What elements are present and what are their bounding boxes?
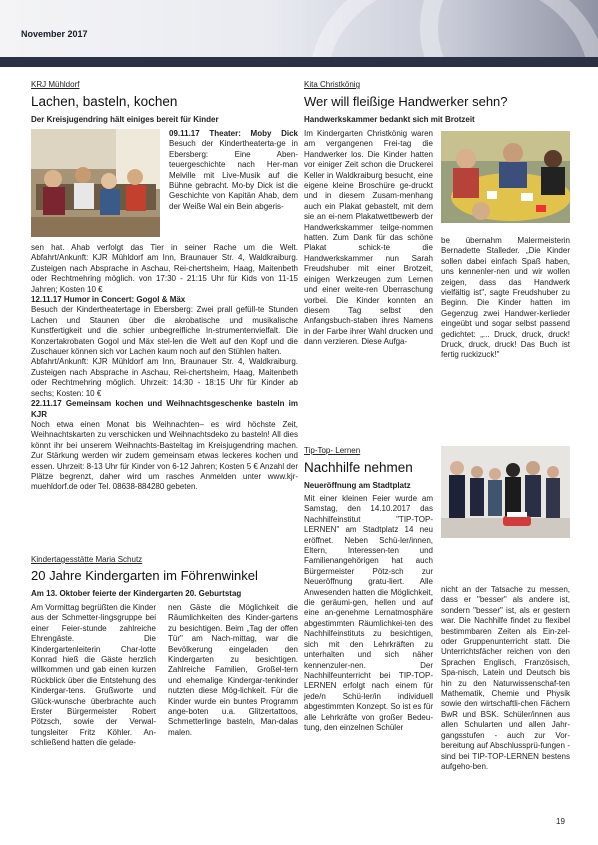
maria-schutz-col1: Am Vormittag begrüßten die Kinder aus der Schmetter-lingsgruppe bei einer Feier-stunde zahlreiche Ehrengäste. Die Kindergartenleiterin Char-lotte Konrad hieß die Gäste herzlich willkommen und gab einen kurzen Rückblick über die Entstehung des Kindergar-tens. Grußworte und Glück-wunsche überbrachte auch Erster Bürgermeister Robert Pötzsch, sowie der Verwal-tungsleiter Fritz Köhler. An-schließend hatten die gelade- <box>31 603 156 748</box>
maria-schutz-col2: nen Gäste die Möglichkeit die Räumlichkeiten des Kinder-gartens zu besichtigen. Beim „Tag der offen Tür" am Nach-mittag, war die Bevölkerung eingeladen den Kindergarten zu besichtigen. Zahlreiche Familien, Großel-tern und ehemalige Kindergar-tenkinder nutzten diese Mög-lichkeit. Für die Kinder wurde ein buntes Programm ange-boten u.a. Glitzertattoos, Schmetterlinge basteln, Man-dalas malen. <box>168 603 298 737</box>
tiptop-col1: Mit einer kleinen Feier wurde am Samstag, den 14.10.2017 das Nachhilfeinstitut "TIP-TOP-LERNEN" am Stadtplatz 14 neu eröffnet. Neben Schü-ler/innen, Eltern, Interessen-ten und Familienangehörigen hat auch Bürgermeister Pötz-sch zur Neueröffnung gratu-liert. Alle Anwesenden hatten die Möglichkeit, die geräumi-gen, hellen und auf eine an-genehme Lernatmosphäre abgestimmten Räumlichkei-ten des Nachhilfeinstituts zu besichtigen, sich mit den Lehrkräften zu unterhalten und sich näher kennenzuler-nen. Der Nachhilfeunterricht bei TIP-TOP-LERNEN erfolgt nach einem für jede/n Schü-ler/in individuell abgestimmten Konzept. So ist es für alle Lehrkräfte von großer Bedeu-tung, den einzelnen Schüler <box>304 494 433 732</box>
article-subtitle-christkoenig: Handwerkskammer bedankt sich mit Brotzeit <box>304 115 475 124</box>
article-title-christkoenig: Wer will fleißige Handwerker sehn? <box>304 94 508 109</box>
christkoenig-col1: Im Kindergarten Christkönig waren am vergangenen Frei-tag die Handwerker los. Die Kinder hatten vor einiger Zeit schon die Druckerei Keller in Waldkraiburg besucht, eine eigene kleine Broschüre ge-druckt und in diesem Zusam-menhang auch ein Plakat gebastelt, mit dem sie an ei-nem Plakatwettbewerb der Handwerkskammer teilge-nommen hatten. Zum Dank für das schöne Plakat schick-te die Handwerkskammer nun Sarah Freudshuber mit einer Brotzeit, einigen Werkzeugen zum Lernen und einer weite-ren Überraschung vorbei. Die Kinder konnten an diesem Tag selbst den Anfangsbuch-staben ihres Namens in der Farbe ihrer Wahl drucken und dann verzieren. Diese Aufga- <box>304 129 433 347</box>
section-label-maria-schutz: Kindertagesstätte Maria Schutz <box>31 555 143 564</box>
event-heading-gogol: 12.11.17 Humor in Concert: Gogol & Mäx <box>31 295 186 305</box>
krj-body-text: sen hat. Ahab verfolgt das Tier in seiner Rache um die Welt. Abfahrt/Ankunft: KJR Mühldorf am Inn, Braunauer Str. 4, Waldkraiburg. Zusteigen nach Absprache in Aschau, Rei-chertsheim, Haag, Maitenbeth oder Rechtmehring möglich. von 17:30 - 21:15 Uhr für Kids von 11-15 Jahren; Kosten 10 € 12.11.17 Humor in Concert: Gogol & Mäx Besuch der Kindertheatertage in Ebersberg: Zwei prall gefüll-te Stunden Lachen und Staunen über die akrobatische und musikalische Kunstfertigkeit und die schier unbegreifliche In-strumentenvielfalt. Die Konzertakrobaten Gogol und Mäx stel-len die Welt auf den Kopf und die Zuschauer können sich vor Lachen kaum noch auf den Stühlen halten. Abfahrt/Ankunft: KJR Mühldorf am Inn, Braunauer Str. 4, Waldkraiburg. Zusteigen nach Absprache in Aschau, Rei-chertsheim, Haag, Maitenbeth oder Rechtmehring möglich. Uhrzeit: 14:30 - 18:15 Uhr für Kinder ab sechs; Kosten: 10 € 22.11.17 Gemeinsam kochen und Weihnachtsgeschenke basteln im KJR Noch etwa einen Monat bis Weihnachten– es wird höchste Zeit, Weihnachtskarten zu verschicken und Weihnachtsdeko zu basteln! All dies könnt ihr bei unserem Weihnachts-Basteltag im Kreisjugendring machen. Zur Stärkung werden wir zudem gemeinsam etwas leckeres kochen und essen. Uhrzeit: 8-13 Uhr für Kinder von 6-12 Jahren; Kosten 5 € Anzahl der Plätze begrenzt, daher wird um rasches Anmelden unter www.kjr-muehldorf.de oder Tel. 08638-884280 gebeten. <box>31 243 298 492</box>
christkoenig-col2: be übernahm Malermeisterin Bernadette Stalleder. „Die Kinder sollen dabei einfach Spaß haben, uns kennenler-nen und wir wollen zeigen, dass das Handwerk vielfältig ist", sagte Freudshuber zu Beginn. Die Kinder hatten im Gegenzug zwei Handwer-kerlieder eingeübt und sogar selbst passend gedichtet: „... Druck, druck, druck! Druck, druck, druck! Das Buch ist fertig ruckizuck!" <box>441 236 570 360</box>
tiptop-col2: nicht an der Tatsache zu messen, dass er "besser" als andere ist, sondern "besser" ist, als er gestern war. Die Nachhilfe findet zu flexibel bestimmbaren Zeiten als Ein-zel- oder Gruppenunterricht statt. Die Unterrichtsfächer reichen von den Sprachen Englisch, Französisch, Spa-nisch, Latein und Deutsch bis hin zu den Naturwissenschaf-ten Mathematik, Chemie und Physik sowie den wirtschaftli-chen Fächern BwR und BSK. Schüler/innen aus allen Schularten und allen Jahr-gangsstufen - auch zur Vor-bereitung auf Abschlussprü-fungen - sind bei TIP-TOP-LERNEN bestens aufgeho-ben. <box>441 585 570 771</box>
page-number: 19 <box>556 817 565 826</box>
section-label-christkoenig: Kita Christkönig <box>304 80 361 89</box>
photo-children-printing <box>441 131 570 223</box>
header-rule <box>0 57 598 67</box>
section-label-krj: KRJ Mühldorf <box>31 80 80 89</box>
article-title-tiptop: Nachhilfe nehmen <box>304 460 413 475</box>
article-subtitle-krj: Der Kreisjugendring hält einiges bereit für Kinder <box>31 115 219 124</box>
article-subtitle-tiptop: Neueröffnung am Stadtplatz <box>304 481 411 490</box>
krj-wrap-text: 09.11.17 Theater: Moby Dick Besuch der Kindertheaterta-ge in Ebersberg: Eine Aben-teuergeschichte nach Her-man Melville mit Live-Musik auf die Bühne gebracht. Mo-by Dick ist die Geschichte von Kapitän Ahab, dem der Weiße Wal ein Bein abgeris- <box>169 129 298 211</box>
article-title-krj: Lachen, basteln, kochen <box>31 94 178 109</box>
article-title-maria-schutz: 20 Jahre Kindergarten im Föhrenwinkel <box>31 568 258 583</box>
section-label-tiptop: Tip-Top- Lernen <box>304 446 361 455</box>
issue-date: November 2017 <box>21 29 88 39</box>
event-heading-kochen: 22.11.17 Gemeinsam kochen und Weihnachtsgeschenke basteln im KJR <box>31 399 298 419</box>
header-banner <box>0 0 598 57</box>
photo-opening-group <box>441 446 570 538</box>
photo-kids-crafting <box>31 129 160 237</box>
event-heading-moby-dick: 09.11.17 Theater: Moby Dick <box>169 129 298 138</box>
article-subtitle-maria-schutz: Am 13. Oktober feierte der Kindergarten 20. Geburtstag <box>31 589 242 598</box>
